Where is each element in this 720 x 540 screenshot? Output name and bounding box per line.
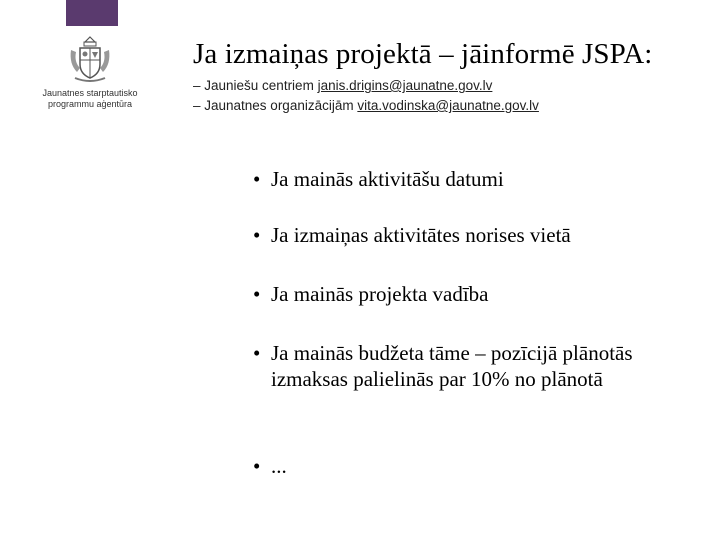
bullet-item: [253, 340, 658, 392]
contact-youth-centres: [193, 76, 539, 96]
bullet-item: [253, 222, 683, 248]
contact-label: – Jaunatnes organizācijām: [193, 98, 358, 113]
contact-list: [193, 76, 539, 116]
email-link[interactable]: vita.vodinska@jaunatne.gov.lv: [357, 98, 539, 113]
bullet-item: [253, 453, 683, 479]
bullet-text: ...: [271, 454, 287, 478]
accent-bar: [66, 0, 118, 26]
email-link[interactable]: janis.drigins@jaunatne.gov.lv: [317, 78, 493, 93]
bullet-marker: •: [253, 282, 261, 306]
bullet-item: [253, 166, 683, 192]
bullet-text: Ja izmaiņas aktivitātes norises vietā: [271, 223, 571, 247]
bullet-text: Ja mainās projekta vadība: [271, 282, 489, 306]
bullet-marker: •: [253, 341, 261, 365]
slide-title: Ja izmaiņas projektā – jāinformē JSPA:: [193, 38, 653, 70]
logo-line-2: programmu aģentūra: [47, 99, 133, 109]
bullet-item: [253, 281, 683, 307]
bullet-marker: •: [253, 454, 261, 478]
agency-logo: [30, 34, 150, 110]
bullet-marker: •: [253, 223, 261, 247]
bullet-text: Ja mainās budžeta tāme – pozīcijā plānotās izmaksas palielinās par 10% no plānotā: [271, 341, 633, 391]
logo-line-1: Jaunatnes starptautisko: [42, 88, 138, 98]
logo-text: [30, 88, 150, 110]
coat-of-arms-icon: [65, 34, 115, 84]
bullet-marker: •: [253, 167, 261, 191]
contact-label: – Jauniešu centriem: [193, 78, 318, 93]
contact-youth-organisations: [193, 96, 539, 116]
bullet-text: Ja mainās aktivitāšu datumi: [271, 167, 504, 191]
